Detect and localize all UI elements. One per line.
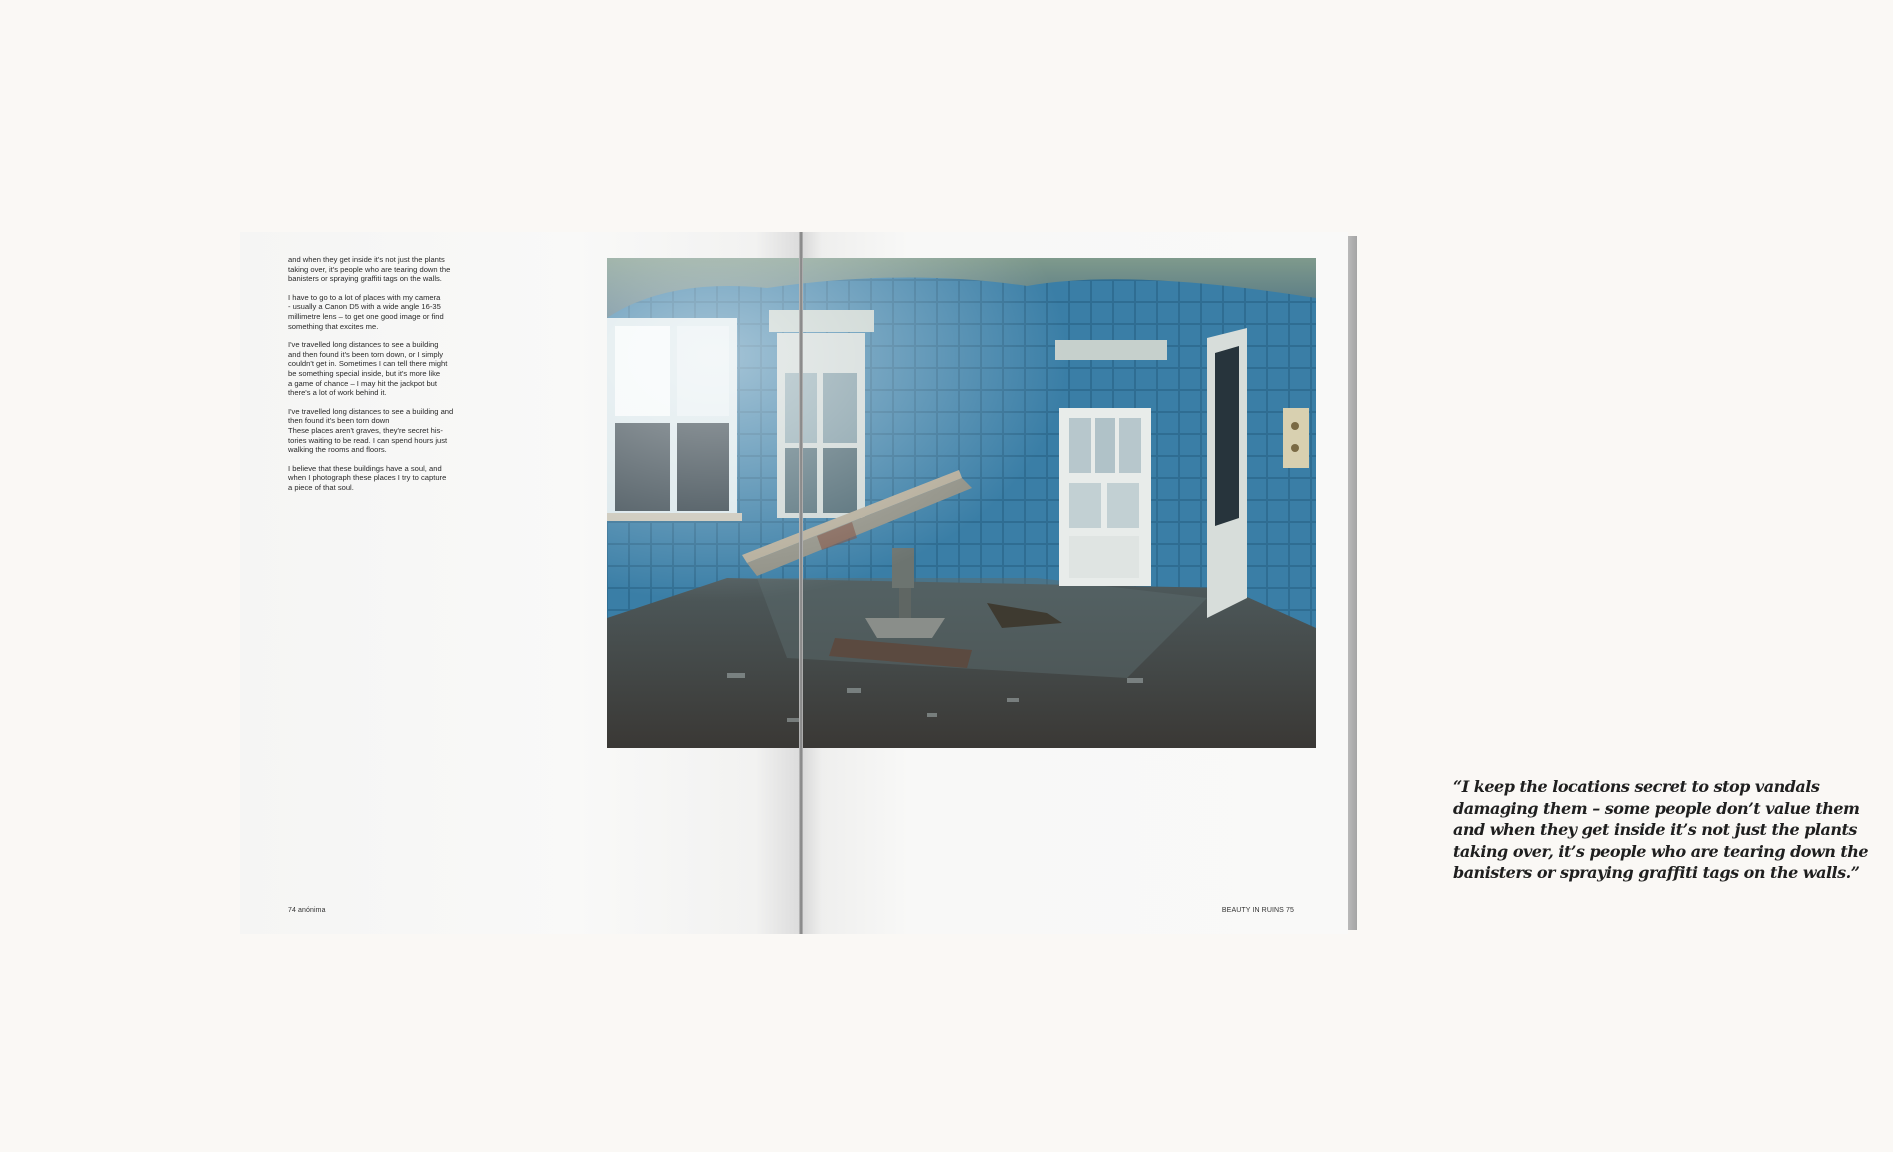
page-number-right: BEAUTY IN RUINS 75 [1221,907,1294,914]
magazine-spread [240,232,1869,934]
page-block-edge [1348,236,1357,930]
pull-quote: “I keep the locations secret to stop vandals damaging them – some people don’t value them and when they get inside it’s not just the plants taking over, it’s people who are tearing down the banisters or spraying graffiti tags on the walls.” [1453,777,1869,882]
body-paragraph-2: I have to go to a lot of places with my camera - usually a Canon D5 with a wide angle 16-35 millimetre lens – to get one good image or find something that excites me. [288,292,444,331]
body-paragraph-5: I believe that these buildings have a soul, and when I photograph these places I try to capture a piece of that soul. [288,463,447,492]
page-number-left: 74 anónima [288,907,326,914]
body-paragraph-1: and when they get inside it's not just the plants taking over, it's people who are tearing down the banisters or spraying graffiti tags on the walls. [288,255,451,284]
abandoned-operating-room-photo [607,258,1316,748]
spine-gutter [799,232,803,934]
article-body [288,255,473,501]
body-paragraph-4: I've travelled long distances to see a building and then found it's been torn down These places aren't graves, they're secret his- tories waiting to be read. I can spend hours just walking the rooms and floors. [288,406,454,455]
body-paragraph-3: I've travelled long distances to see a building and then found it's been torn down, or I simply couldn't get in. Sometimes I can tell there might be something special inside, but it's more like a game of chance – I may hit the jackpot but there's a lot of work behind it. [288,340,448,398]
